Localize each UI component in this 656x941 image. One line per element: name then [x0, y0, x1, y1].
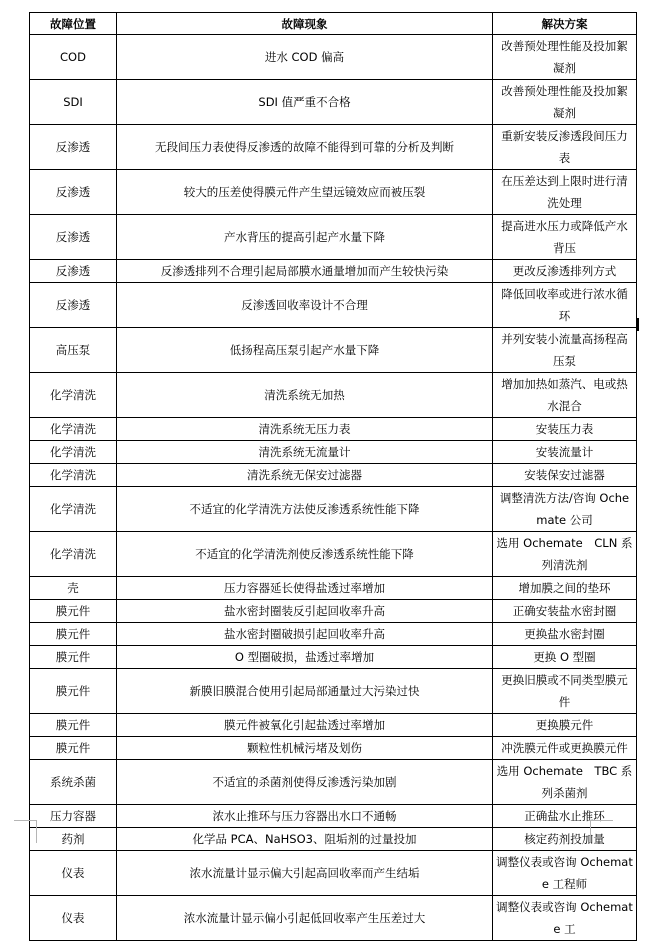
cell-location: 化学清洗	[30, 418, 117, 441]
cell-solution: 更换 O 型圈	[493, 646, 637, 669]
cell-symptom: SDI 值严重不合格	[117, 80, 493, 125]
table-body	[30, 35, 637, 941]
cell-symptom: 新膜旧膜混合使用引起局部通量过大污染过快	[117, 669, 493, 714]
table-row	[30, 760, 637, 805]
cell-symptom: 盐水密封圈破损引起回收率升高	[117, 623, 493, 646]
cell-solution: 更换盐水密封圈	[493, 623, 637, 646]
cell-location: 膜元件	[30, 714, 117, 737]
cell-location: 化学清洗	[30, 464, 117, 487]
cell-location: 反渗透	[30, 125, 117, 170]
table-row	[30, 714, 637, 737]
cell-symptom: 颗粒性机械污堵及划伤	[117, 737, 493, 760]
cell-location: 高压泵	[30, 328, 117, 373]
cell-solution: 改善预处理性能及投加絮凝剂	[493, 80, 637, 125]
cell-location: 膜元件	[30, 600, 117, 623]
cell-solution: 正确安装盐水密封圈	[493, 600, 637, 623]
cell-location: 仪表	[30, 896, 117, 941]
cell-symptom: 不适宜的杀菌剂使得反渗透污染加剧	[117, 760, 493, 805]
table-row	[30, 600, 637, 623]
header-solution: 解决方案	[493, 13, 637, 35]
table-row	[30, 328, 637, 373]
table-row	[30, 487, 637, 532]
cell-solution: 安装保安过滤器	[493, 464, 637, 487]
cell-symptom: 清洗系统无压力表	[117, 418, 493, 441]
cell-symptom: 清洗系统无保安过滤器	[117, 464, 493, 487]
table-row	[30, 828, 637, 851]
table-row	[30, 170, 637, 215]
cell-symptom: 浓水流量计显示偏小引起低回收率产生压差过大	[117, 896, 493, 941]
cell-location: 膜元件	[30, 737, 117, 760]
header-fault-location: 故障位置	[30, 13, 117, 35]
cell-symptom: O 型圈破损，盐透过率增加	[117, 646, 493, 669]
table-row	[30, 283, 637, 328]
cell-location: 反渗透	[30, 170, 117, 215]
cell-symptom: 产水背压的提高引起产水量下降	[117, 215, 493, 260]
cell-symptom: 压力容器延长使得盐透过率增加	[117, 577, 493, 600]
cell-solution: 改善预处理性能及投加絮凝剂	[493, 35, 637, 80]
table-row	[30, 577, 637, 600]
cell-solution: 在压差达到上限时进行清洗处理	[493, 170, 637, 215]
cell-location: 化学清洗	[30, 373, 117, 418]
cell-symptom: 无段间压力表使得反渗透的故障不能得到可靠的分析及判断	[117, 125, 493, 170]
table-row	[30, 464, 637, 487]
cell-solution: 选用 Ochemate TBC 系列杀菌剂	[493, 760, 637, 805]
cell-symptom: 清洗系统无加热	[117, 373, 493, 418]
cell-location: 化学清洗	[30, 532, 117, 577]
cell-symptom: 盐水密封圈装反引起回收率升高	[117, 600, 493, 623]
cell-symptom: 反渗透回收率设计不合理	[117, 283, 493, 328]
cell-solution: 增加加热如蒸汽、电或热水混合	[493, 373, 637, 418]
cell-symptom: 膜元件被氧化引起盐透过率增加	[117, 714, 493, 737]
text-cursor	[637, 318, 639, 331]
table-row	[30, 35, 637, 80]
table-header-row	[30, 13, 637, 35]
cell-symptom: 反渗透排列不合理引起局部膜水通量增加而产生较快污染	[117, 260, 493, 283]
cell-symptom: 不适宜的化学清洗剂使反渗透系统性能下降	[117, 532, 493, 577]
table-row	[30, 125, 637, 170]
cell-solution: 调整仪表或咨询 Ochemate 工程师	[493, 851, 637, 896]
header-fault-symptom: 故障现象	[117, 13, 493, 35]
table-row	[30, 215, 637, 260]
cell-solution: 更改反渗透排列方式	[493, 260, 637, 283]
cell-location: 药剂	[30, 828, 117, 851]
cell-symptom: 不适宜的化学清洗方法使反渗透系统性能下降	[117, 487, 493, 532]
table-row	[30, 646, 637, 669]
table-row	[30, 737, 637, 760]
table-row	[30, 805, 637, 828]
cell-location: 仪表	[30, 851, 117, 896]
cell-solution: 安装压力表	[493, 418, 637, 441]
cell-solution: 核定药剂投加量	[493, 828, 637, 851]
cell-solution: 安装流量计	[493, 441, 637, 464]
cell-solution: 选用 Ochemate CLN 系列清洗剂	[493, 532, 637, 577]
fault-table	[29, 12, 637, 941]
table-row	[30, 623, 637, 646]
cell-symptom: 低扬程高压泵引起产水量下降	[117, 328, 493, 373]
cell-location: 化学清洗	[30, 441, 117, 464]
cell-location: 膜元件	[30, 623, 117, 646]
cell-solution: 冲洗膜元件或更换膜元件	[493, 737, 637, 760]
cell-solution: 更换旧膜或不同类型膜元件	[493, 669, 637, 714]
table-row	[30, 418, 637, 441]
page-corner-mark-right	[590, 820, 613, 843]
cell-solution: 更换膜元件	[493, 714, 637, 737]
cell-solution: 并列安装小流量高扬程高压泵	[493, 328, 637, 373]
cell-solution: 正确盐水止推环	[493, 805, 637, 828]
table-row	[30, 260, 637, 283]
cell-location: 化学清洗	[30, 487, 117, 532]
cell-solution: 调整清洗方法/咨询 Ochemate 公司	[493, 487, 637, 532]
table-row	[30, 669, 637, 714]
cell-symptom: 进水 COD 偏高	[117, 35, 493, 80]
cell-symptom: 化学品 PCA、NaHSO3、阻垢剂的过量投加	[117, 828, 493, 851]
table-row	[30, 373, 637, 418]
cell-location: SDI	[30, 80, 117, 125]
cell-symptom: 浓水流量计显示偏大引起高回收率而产生结垢	[117, 851, 493, 896]
cell-location: 壳	[30, 577, 117, 600]
cell-location: 膜元件	[30, 669, 117, 714]
cell-solution: 提高进水压力或降低产水背压	[493, 215, 637, 260]
cell-symptom: 较大的压差使得膜元件产生望远镜效应而被压裂	[117, 170, 493, 215]
table-row	[30, 896, 637, 941]
cell-location: 系统杀菌	[30, 760, 117, 805]
cell-location: 反渗透	[30, 260, 117, 283]
table-row	[30, 851, 637, 896]
table-row	[30, 441, 637, 464]
cell-solution: 降低回收率或进行浓水循环	[493, 283, 637, 328]
cell-location: 反渗透	[30, 283, 117, 328]
cell-symptom: 浓水止推环与压力容器出水口不通畅	[117, 805, 493, 828]
cell-location: 压力容器	[30, 805, 117, 828]
cell-solution: 重新安装反渗透段间压力表	[493, 125, 637, 170]
cell-location: COD	[30, 35, 117, 80]
page-corner-mark-left	[14, 820, 37, 843]
table-row	[30, 80, 637, 125]
cell-location: 膜元件	[30, 646, 117, 669]
cell-solution: 增加膜之间的垫环	[493, 577, 637, 600]
cell-symptom: 清洗系统无流量计	[117, 441, 493, 464]
cell-location: 反渗透	[30, 215, 117, 260]
cell-solution: 调整仪表或咨询 Ochemate 工	[493, 896, 637, 941]
table-row	[30, 532, 637, 577]
